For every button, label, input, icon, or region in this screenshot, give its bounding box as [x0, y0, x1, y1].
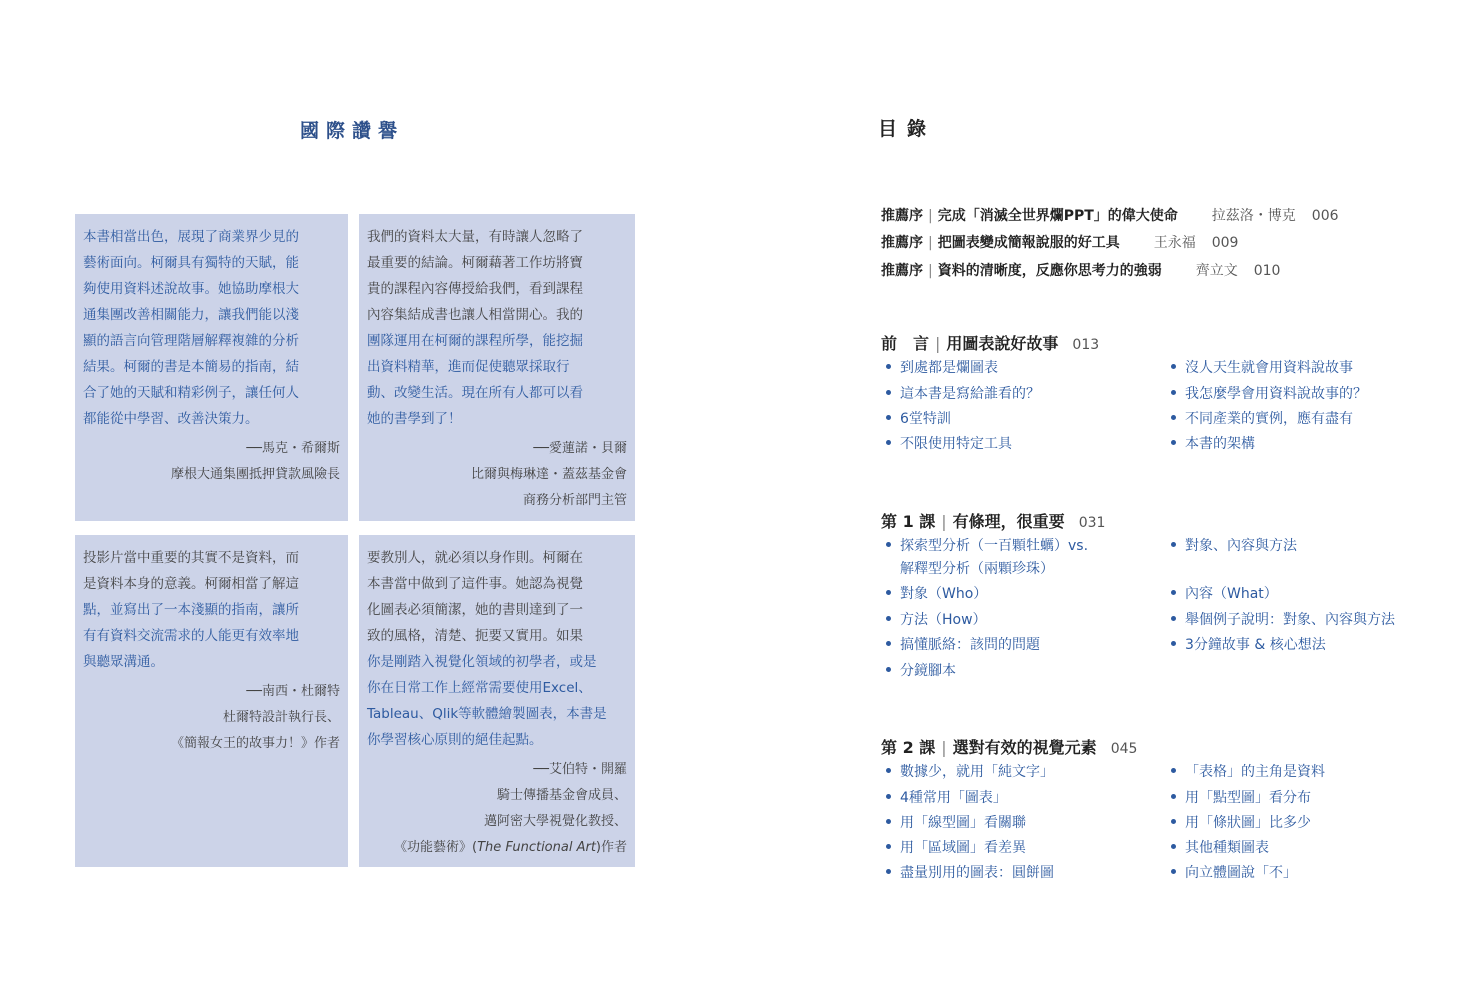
- bullet-dot: [1171, 542, 1176, 547]
- quote-line: 內容集結成書也讓人相當開心。我的: [367, 307, 583, 323]
- bullet-dot: [886, 869, 891, 874]
- toc-bullet-item[interactable]: [886, 634, 1040, 657]
- bullet-text: 不限使用特定工具: [900, 436, 1012, 452]
- toc-bullet-item[interactable]: [886, 357, 998, 380]
- bullet-text: 3分鐘故事 & 核心想法: [1185, 637, 1326, 653]
- quote-box-4: [359, 535, 635, 867]
- quote-line: 點，並寫出了一本淺顯的指南，讓所: [83, 602, 299, 618]
- bullet-text: 用「線型圖」看關聯: [900, 815, 1026, 831]
- toc-bullet-item[interactable]: [886, 787, 1007, 810]
- toc-preface-row[interactable]: [881, 205, 1339, 225]
- page-number: 009: [1211, 235, 1239, 251]
- quote-line: Tableau、Qlik等軟體繪製圖表，本書是: [367, 706, 607, 722]
- bullet-dot: [1171, 819, 1176, 824]
- toc-section-heading[interactable]: [881, 735, 1137, 758]
- bullet-text: 探索型分析（一百顆牡蠣）vs.: [900, 538, 1089, 554]
- separator: |: [941, 512, 947, 531]
- section-label: 前 言: [881, 334, 930, 353]
- bullet-text-continuation: 解釋型分析（兩顆珍珠）: [900, 561, 1054, 577]
- quote-box-2: [359, 214, 635, 521]
- bullet-dot: [1171, 794, 1176, 799]
- left-page-title: 國際讚譽: [300, 120, 405, 142]
- quote-author: ──愛蓮諾・貝爾: [533, 441, 627, 456]
- section-label: 第 1 課: [881, 512, 936, 531]
- toc-bullet-item[interactable]: [886, 660, 956, 683]
- bullet-dot: [1171, 590, 1176, 595]
- quote-line: 化圖表必須簡潔，她的書則達到了一: [367, 602, 583, 618]
- separator: |: [935, 334, 941, 353]
- preface-tag: 推薦序: [881, 235, 923, 251]
- toc-bullet-item[interactable]: [886, 433, 1012, 456]
- bullet-dot: [886, 390, 891, 395]
- quote-author-title: 《簡報女王的故事力！》作者: [170, 736, 340, 751]
- toc-bullet-item[interactable]: [886, 761, 1054, 784]
- toc-preface-row[interactable]: [881, 260, 1280, 280]
- quote-line: 合了她的天賦和精彩例子，讓任何人: [83, 385, 299, 401]
- bullet-dot: [886, 616, 891, 621]
- quote-author-title: 摩根大通集團抵押貸款風險長: [170, 467, 340, 482]
- toc-bullet-item[interactable]: [1171, 583, 1278, 606]
- bullet-dot: [1171, 364, 1176, 369]
- bullet-text: 6堂特訓: [900, 411, 951, 427]
- bullet-text: 不同產業的實例，應有盡有: [1185, 411, 1353, 427]
- quote-box-3: [75, 535, 348, 867]
- toc-bullet-item[interactable]: [1171, 634, 1326, 657]
- bullet-text: 「表格」的主角是資料: [1185, 764, 1325, 780]
- bullet-dot: [886, 415, 891, 420]
- quote-line: 動、改變生活。現在所有人都可以看: [367, 385, 583, 401]
- toc-bullet-item[interactable]: [886, 862, 1054, 885]
- bullet-dot: [1171, 844, 1176, 849]
- quote-line: 貴的課程內容傳授給我們，看到課程: [367, 281, 583, 297]
- toc-section-heading[interactable]: [881, 509, 1105, 532]
- quote-line: 是資料本身的意義。柯爾相當了解這: [83, 576, 299, 592]
- bullet-text: 4種常用「圖表」: [900, 790, 1007, 806]
- toc-bullet-item[interactable]: [1171, 357, 1353, 380]
- quote-line: 有有資料交流需求的人能更有效率地: [83, 628, 299, 644]
- toc-preface-row[interactable]: [881, 232, 1238, 252]
- separator: |: [941, 738, 947, 757]
- quote-line: 你學習核心原則的絕佳起點。: [367, 732, 543, 748]
- right-page: [740, 0, 1480, 1000]
- preface-tag: 推薦序: [881, 263, 923, 279]
- preface-title: 完成「消滅全世界爛PPT」的偉大使命: [937, 208, 1178, 224]
- bullet-dot: [1171, 869, 1176, 874]
- toc-bullet-item[interactable]: [1171, 761, 1325, 784]
- quote-line: 結果。柯爾的書是本簡易的指南，結: [83, 359, 299, 375]
- preface-title: 資料的清晰度，反應你思考力的強弱: [937, 263, 1162, 279]
- book-title-post: )作者: [595, 840, 627, 855]
- bullet-dot: [886, 590, 891, 595]
- book-title-pre: 《功能藝術》(: [394, 840, 478, 855]
- quote-author-title: [367, 835, 627, 861]
- quote-line: 致的風格，清楚、扼要又實用。如果: [367, 628, 583, 644]
- bullet-text: 方法（How）: [900, 612, 987, 628]
- page-number: 006: [1311, 208, 1339, 224]
- quote-line: 與聽眾溝通。: [83, 654, 164, 670]
- bullet-text: 用「點型圖」看分布: [1185, 790, 1311, 806]
- quote-line: 要教別人，就必須以身作則。柯爾在: [367, 550, 583, 566]
- quote-author-title: 邁阿密大學視覺化教授、: [483, 814, 627, 829]
- toc-bullet-item[interactable]: [1171, 383, 1367, 406]
- quote-line: 她的書學到了！: [367, 411, 462, 427]
- quote-text: [83, 224, 340, 432]
- quote-line: 出資料精華，進而促使聽眾採取行: [367, 359, 570, 375]
- bullet-text: 沒人天生就會用資料說故事: [1185, 360, 1353, 376]
- quote-line: 我們的資料太大量，有時讓人忽略了: [367, 229, 583, 245]
- bullet-dot: [1171, 390, 1176, 395]
- section-title: 選對有效的視覺元素: [952, 738, 1097, 757]
- bullet-dot: [1171, 440, 1176, 445]
- preface-tag: 推薦序: [881, 208, 923, 224]
- preface-title: 把圖表變成簡報說服的好工具: [937, 235, 1120, 251]
- bullet-text: 我怎麼學會用資料說故事的？: [1185, 386, 1367, 402]
- toc-bullet-item[interactable]: [886, 837, 1026, 860]
- toc-bullet-item[interactable]: [1171, 609, 1395, 632]
- quote-line: 你是剛踏入視覺化領域的初學者，或是: [367, 654, 597, 670]
- preface-author: 拉茲洛・博克: [1211, 208, 1296, 224]
- page-number: 010: [1253, 263, 1281, 279]
- bullet-text: 內容（What）: [1185, 586, 1278, 602]
- quote-line: 投影片當中重要的其實不是資料，而: [83, 550, 299, 566]
- toc-bullet-item[interactable]: [886, 609, 987, 632]
- bullet-dot: [886, 364, 891, 369]
- quote-author-title: 商務分析部門主管: [522, 493, 627, 508]
- preface-author: 齊立文: [1195, 263, 1238, 279]
- separator: |: [928, 208, 933, 224]
- section-label: 第 2 課: [881, 738, 936, 757]
- toc-section-heading[interactable]: [881, 331, 1099, 354]
- bullet-dot: [886, 542, 891, 547]
- toc-bullet-item[interactable]: [886, 583, 987, 606]
- bullet-text: 搞懂脈絡：該問的問題: [900, 637, 1040, 653]
- quote-line: 本書相當出色，展現了商業界少見的: [83, 229, 299, 245]
- bullet-text: 其他種類圖表: [1185, 840, 1269, 856]
- bullet-dot: [886, 440, 891, 445]
- quote-line: 顯的語言向管理階層解釋複雜的分析: [83, 333, 299, 349]
- quote-text: [367, 545, 627, 753]
- page-number: 013: [1072, 337, 1100, 353]
- bullet-text: 向立體圖說「不」: [1185, 865, 1297, 881]
- toc-bullet-item[interactable]: [1171, 535, 1297, 558]
- toc-bullet-item[interactable]: [886, 535, 1088, 581]
- preface-author: 王永福: [1153, 235, 1196, 251]
- quote-line: 夠使用資料述說故事。她協助摩根大: [83, 281, 299, 297]
- bullet-text: 對象（Who）: [900, 586, 988, 602]
- quote-line: 都能從中學習、改善決策力。: [83, 411, 259, 427]
- bullet-dot: [1171, 641, 1176, 646]
- bullet-dot: [886, 794, 891, 799]
- bullet-dot: [1171, 616, 1176, 621]
- bullet-text: 用「區域圖」看差異: [900, 840, 1026, 856]
- toc-bullet-item[interactable]: [1171, 812, 1311, 835]
- quote-author: ──艾伯特・開羅: [533, 762, 627, 777]
- quote-line: 團隊運用在柯爾的課程所學，能挖掘: [367, 333, 583, 349]
- bullet-dot: [886, 819, 891, 824]
- page-number: 045: [1110, 741, 1138, 757]
- bullet-text: 本書的架構: [1185, 436, 1255, 452]
- quote-author-title: 騎士傳播基金會成員、: [496, 788, 627, 803]
- quote-line: 藝術面向。柯爾具有獨特的天賦，能: [83, 255, 299, 271]
- toc-bullet-item[interactable]: [1171, 408, 1353, 431]
- bullet-dot: [886, 641, 891, 646]
- toc-bullet-item[interactable]: [1171, 787, 1311, 810]
- separator: |: [928, 263, 933, 279]
- quote-author: ──南西・杜爾特: [246, 684, 340, 699]
- book-title-italic: The Functional Art: [477, 840, 596, 855]
- bullet-text: 盡量別用的圖表：圓餅圖: [900, 865, 1054, 881]
- section-title: 有條理，很重要: [952, 512, 1065, 531]
- toc-bullet-item[interactable]: [1171, 837, 1269, 860]
- bullet-text: 這本書是寫給誰看的？: [900, 386, 1040, 402]
- separator: |: [928, 235, 933, 251]
- bullet-dot: [886, 768, 891, 773]
- toc-bullet-item[interactable]: [1171, 433, 1255, 456]
- bullet-text: 到處都是爛圖表: [900, 360, 998, 376]
- bullet-text: 舉個例子說明：對象、內容與方法: [1185, 612, 1395, 628]
- toc-bullet-item[interactable]: [886, 383, 1040, 406]
- toc-bullet-item[interactable]: [886, 812, 1026, 835]
- quote-author: ──馬克・希爾斯: [246, 441, 340, 456]
- bullet-text: 分鏡腳本: [900, 663, 956, 679]
- bullet-text: 用「條狀圖」比多少: [1185, 815, 1311, 831]
- quote-author-title: 比爾與梅琳達・蓋茲基金會: [470, 467, 627, 482]
- bullet-dot: [1171, 415, 1176, 420]
- quote-line: 通集團改善相關能力，讓我們能以淺: [83, 307, 299, 323]
- page-number: 031: [1078, 515, 1106, 531]
- quote-line: 本書當中做到了這件事。她認為視覺: [367, 576, 583, 592]
- bullet-dot: [886, 667, 891, 672]
- quote-author-title: 杜爾特設計執行長、: [222, 710, 340, 725]
- quote-text: [83, 545, 340, 675]
- quote-text: [367, 224, 627, 432]
- toc-bullet-item[interactable]: [886, 408, 951, 431]
- bullet-text: 對象、內容與方法: [1185, 538, 1297, 554]
- quote-line: 你在日常工作上經常需要使用Excel、: [367, 680, 592, 696]
- bullet-dot: [886, 844, 891, 849]
- bullet-dot: [1171, 768, 1176, 773]
- section-title: 用圖表說好故事: [946, 334, 1059, 353]
- quote-box-1: [75, 214, 348, 521]
- bullet-text: 數據少，就用「純文字」: [900, 764, 1054, 780]
- toc-bullet-item[interactable]: [1171, 862, 1297, 885]
- toc-title: 目錄: [878, 118, 937, 140]
- quote-line: 最重要的結論。柯爾藉著工作坊將寶: [367, 255, 583, 271]
